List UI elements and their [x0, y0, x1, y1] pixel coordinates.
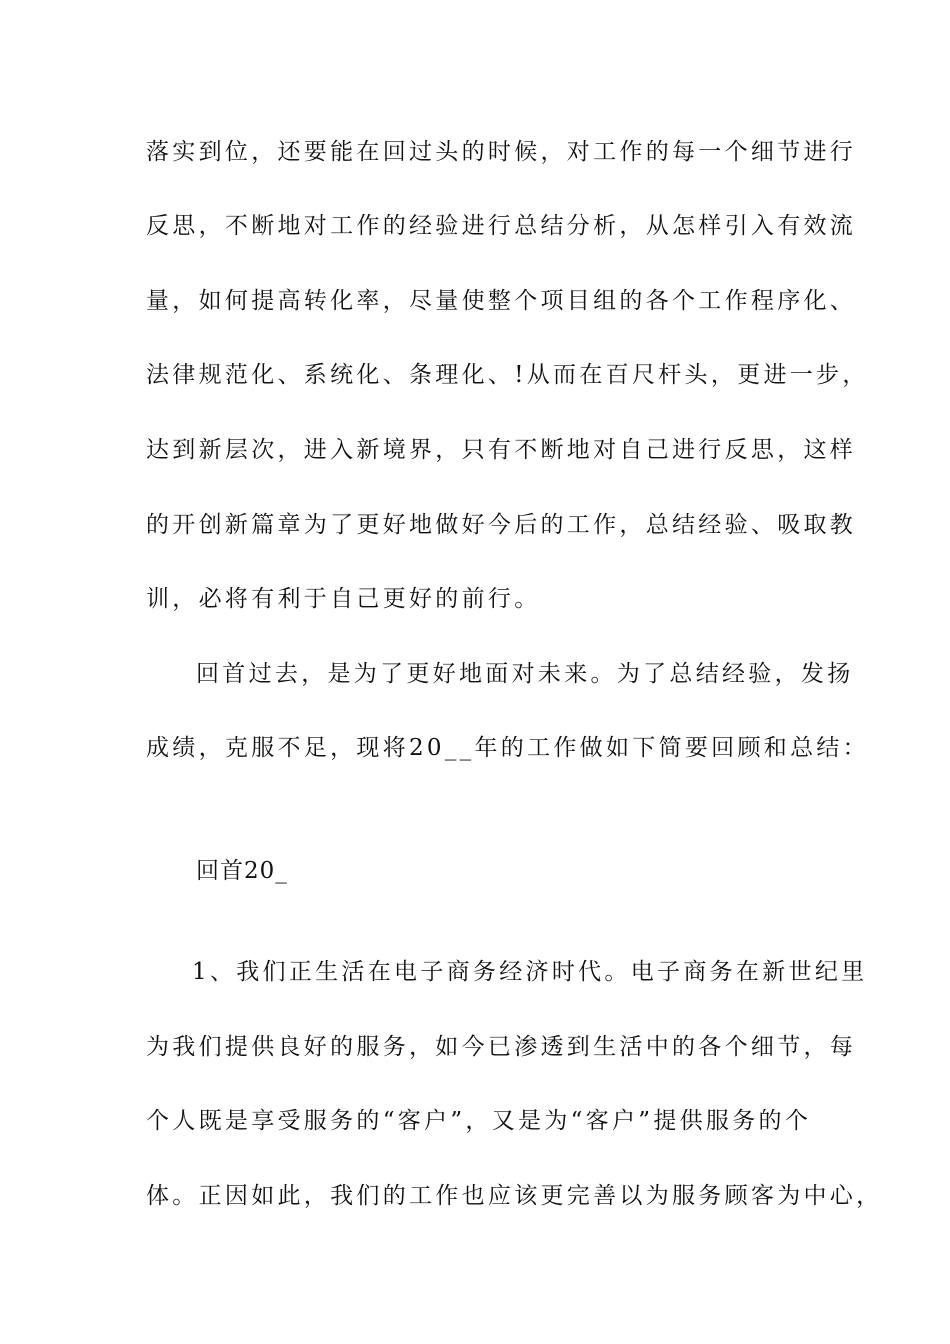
text-line: 成绩，克服不足，现将20__年的工作做如下简要回顾和总结：	[146, 735, 869, 761]
text-line: 达到新层次，进入新境界，只有不断地对自己进行反思，这样	[146, 437, 857, 463]
section-heading: 回首20_	[196, 858, 288, 884]
text-line: 反思，不断地对工作的经验进行总结分析，从怎样引入有效流	[146, 213, 857, 239]
text-line: 法律规范化、系统化、条理化、!从而在百尺杆头，更进一步，	[146, 362, 869, 388]
text-line: 为我们提供良好的服务，如今已渗透到生活中的各个细节，每	[146, 1034, 857, 1060]
text-line: 落实到位，还要能在回过头的时候，对工作的每一个细节进行	[146, 139, 857, 165]
text-line: 体。正因如此，我们的工作也应该更完善以为服务顾客为中心，	[146, 1183, 883, 1209]
text-line: 1、我们正生活在电子商务经济时代。电子商务在新世纪里	[192, 959, 868, 985]
text-line: 回首过去，是为了更好地面对未来。为了总结经验，发扬	[196, 661, 854, 687]
text-line: 量，如何提高转化率，尽量使整个项目组的各个工作程序化、	[146, 288, 857, 314]
text-line: 的开创新篇章为了更好地做好今后的工作，总结经验、吸取教	[146, 512, 857, 538]
text-line: 训，必将有利于自己更好的前行。	[146, 586, 541, 612]
text-line: 个人既是享受服务的“客户”，又是为“客户”提供服务的个	[146, 1108, 812, 1134]
